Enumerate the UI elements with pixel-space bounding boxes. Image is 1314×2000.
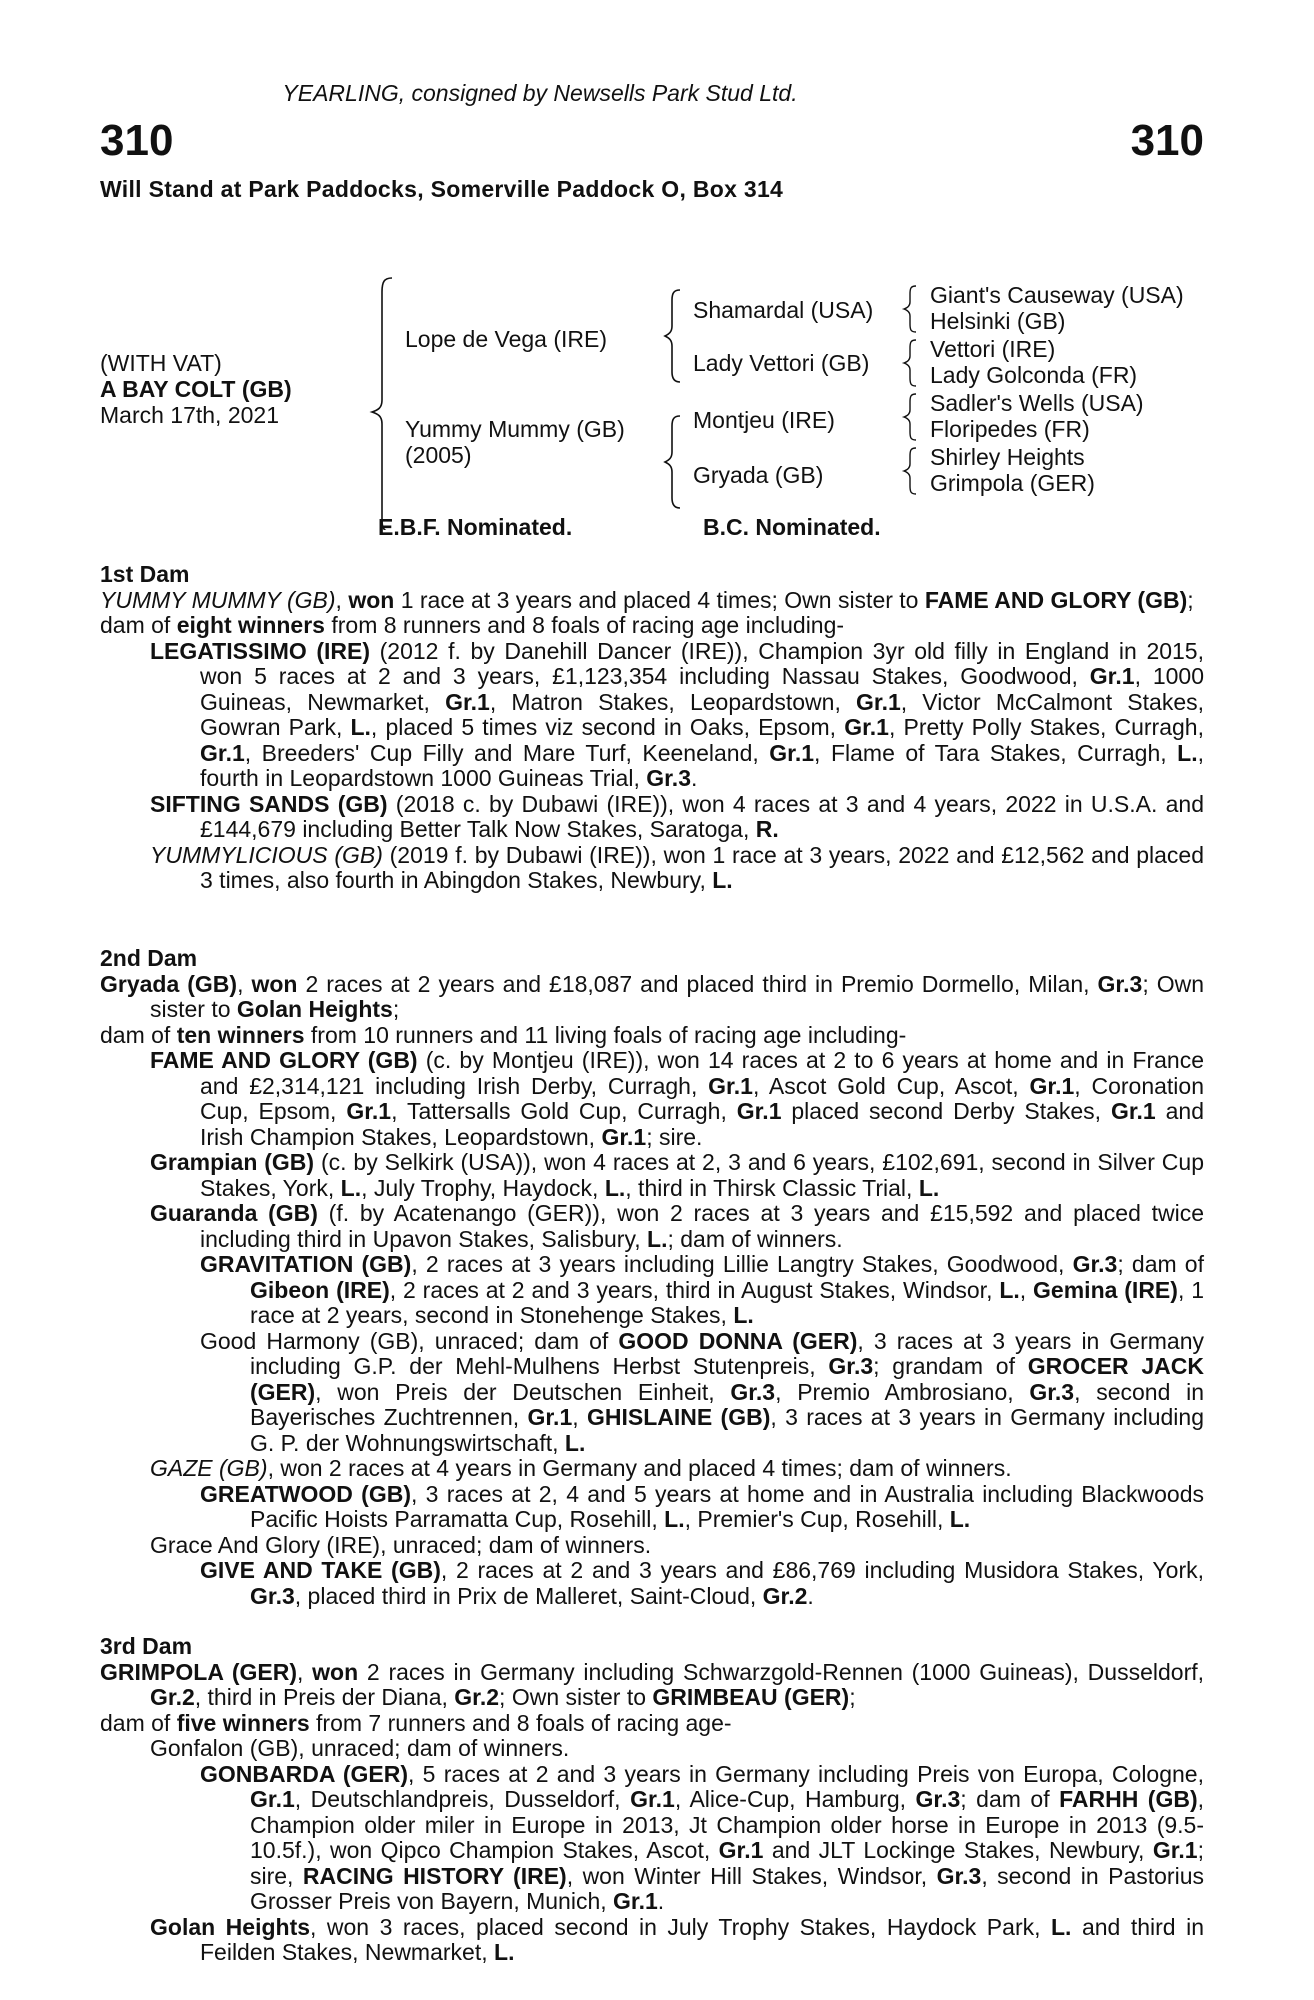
- first-dam-produce: dam of eight winners from 8 runners and 8 foals of racing age including-: [100, 612, 845, 638]
- sire-dam: Lady Vettori (GB): [693, 350, 870, 376]
- first-dam-summary: YUMMY MUMMY (GB), won 1 race at 3 years and placed 4 times; Own sister to FAME AND GLORY (GB);: [100, 586, 1194, 613]
- dam-sire-sire: Sadler's Wells (USA): [930, 390, 1144, 416]
- sire-dam-sire: Vettori (IRE): [930, 336, 1056, 362]
- produce-legatissimo: LEGATISSIMO (IRE) (2012 f. by Danehill Dancer (IRE)), Champion 3yr old filly in England in 2015, won 5 races at 2 and 3 years, £1,123,354 including Nassau Stakes, Goodwood, Gr.1, 1000 Guineas, Newmarket, Gr.1, Matron Stakes, Leopardstown, Gr.1, Victor McCalmont Stakes, Gowran Park, L., placed 5 times viz second in Oaks, Epsom, Gr.1, Pretty Polly Stakes, Curragh, Gr.1, Breeders' Cup Filly and Mare Turf, Keeneland, Gr.1, Flame of Tara Stakes, Curragh, L., fourth in Leopardstown 1000 Guineas Trial, Gr.3.: [150, 637, 1205, 791]
- produce-yummylicious: YUMMYLICIOUS (GB) (2019 f. by Dubawi (IRE)), won 1 race at 3 years, 2022 and £12,562 and placed 3 times, also fourth in Abingdon Stakes, Newbury, L.: [150, 841, 1205, 893]
- third-dam-summary: GRIMPOLA (GER), won 2 races in Germany including Schwarzgold-Rennen (1000 Guineas), Dusseldorf, Gr.2, third in Preis der Diana, Gr.2; Own sister to GRIMBEAU (GER);: [100, 1658, 1205, 1710]
- dam-dam-sire: Shirley Heights: [930, 444, 1085, 470]
- produce-greatwood: GREATWOOD (GB), 3 races at 2, 4 and 5 years at home and in Australia including Blackwoods Pacific Hoists Parramatta Cup, Rosehill, L., Premier's Cup, Rosehill, L.: [200, 1480, 1204, 1532]
- produce-sifting-sands: SIFTING SANDS (GB) (2018 c. by Dubawi (IRE)), won 4 races at 3 and 4 years, 2022 in U.S.A. and £144,679 including Better Talk Now Stakes, Saratoga, R.: [150, 790, 1204, 842]
- second-dam-section: [100, 946, 1204, 1609]
- bc-nominated: B.C. Nominated.: [703, 514, 881, 540]
- vat-note: (WITH VAT): [100, 350, 222, 376]
- third-dam-section: [100, 1634, 1204, 1966]
- second-dam-produce: dam of ten winners from 10 runners and 11 living foals of racing age including-: [100, 1021, 907, 1048]
- page-subtitle: YEARLING, consigned by Newsells Park Stud Ltd.: [282, 80, 798, 106]
- sire-sire: Shamardal (USA): [693, 297, 874, 323]
- dam-year: (2005): [405, 442, 472, 468]
- produce-give-and-take: GIVE AND TAKE (GB), 2 races at 2 and 3 years and £86,769 including Musidora Stakes, York, Gr.3, placed third in Prix de Malleret, Saint-Cloud, Gr.2.: [200, 1557, 1204, 1609]
- dam-dam-dam: Grimpola (GER): [930, 470, 1095, 496]
- ebf-nominated: E.B.F. Nominated.: [378, 514, 573, 540]
- produce-gonbarda: GONBARDA (GER), 5 races at 2 and 3 years in Germany including Preis von Europa, Cologne, Gr.1, Deutschlandpreis, Dusseldorf, Gr.1, Alice-Cup, Hamburg, Gr.3; dam of FARHH (GB), Champion older miler in Europe in 2013, Jt Champion older horse in Europe in 2013 (9.5-10.5f.), won Qipco Champion Stakes, Ascot, Gr.1 and JLT Lockinge Stakes, Newbury, Gr.1; sire, RACING HISTORY (IRE), won Winter Hill Stakes, Windsor, Gr.3, second in Pastorius Grosser Preis von Bayern, Munich, Gr.1.: [200, 1760, 1204, 1914]
- produce-fame-and-glory: FAME AND GLORY (GB) (c. by Montjeu (IRE)), won 14 races at 2 to 6 years at home and in France and £2,314,121 including Irish Derby, Curragh, Gr.1, Ascot Gold Cup, Ascot, Gr.1, Coronation Cup, Epsom, Gr.1, Tattersalls Gold Cup, Curragh, Gr.1 placed second Derby Stakes, Gr.1 and Irish Champion Stakes, Leopardstown, Gr.1; sire.: [150, 1047, 1205, 1150]
- second-dam-summary: Gryada (GB), won 2 races at 2 years and £18,087 and placed third in Premio Dormello, Milan, Gr.3; Own sister to Golan Heights;: [100, 970, 1204, 1022]
- produce-gonfalon: Gonfalon (GB), unraced; dam of winners.: [150, 1735, 570, 1761]
- dam-dam: Gryada (GB): [693, 462, 824, 488]
- produce-gravitation: GRAVITATION (GB), 2 races at 3 years including Lillie Langtry Stakes, Goodwood, Gr.3; dam of Gibeon (IRE), 2 races at 2 and 3 years, third in August Stakes, Windsor, L., Gemina (IRE), 1 race at 2 years, second in Stonehenge Stakes, L.: [200, 1251, 1204, 1328]
- lot-number-left: 310: [100, 116, 174, 165]
- sire-dam-dam: Lady Golconda (FR): [930, 362, 1138, 388]
- produce-golan-heights: Golan Heights, won 3 races, placed second in July Trophy Stakes, Haydock Park, L. and third in Feilden Stakes, Newmarket, L.: [150, 1913, 1204, 1965]
- first-dam-section: [100, 562, 1204, 894]
- sire-sire-sire: Giant's Causeway (USA): [930, 282, 1184, 308]
- sire-sire-dam: Helsinki (GB): [930, 308, 1066, 334]
- foaling-date: March 17th, 2021: [100, 402, 280, 428]
- produce-grace-and-glory: Grace And Glory (IRE), unraced; dam of winners.: [150, 1531, 652, 1558]
- dam-name: Yummy Mummy (GB): [405, 416, 625, 442]
- produce-grampian: Grampian (GB) (c. by Selkirk (USA)), won 4 races at 2, 3 and 6 years, £102,691, second in Silver Cup Stakes, York, L., July Trophy, Haydock, L., third in Thirsk Classic Trial, L.: [150, 1149, 1204, 1201]
- stand-location: Will Stand at Park Paddocks, Somerville Paddock O, Box 314: [100, 176, 784, 202]
- pedigree-brace-third: [900, 220, 924, 530]
- sire-name: Lope de Vega (IRE): [405, 326, 608, 352]
- produce-guaranda: Guaranda (GB) (f. by Acatenango (GER)), won 2 races at 3 years and £15,592 and placed twice including third in Upavon Stakes, Salisbury, L.; dam of winners.: [150, 1200, 1204, 1252]
- dam-sire: Montjeu (IRE): [693, 407, 835, 433]
- pedigree-table: [100, 220, 1204, 520]
- dam-sire-dam: Floripedes (FR): [930, 416, 1090, 442]
- third-dam-heading: 3rd Dam: [100, 1633, 193, 1659]
- lot-number-right: 310: [1130, 116, 1204, 165]
- pedigree-brace-sire: [662, 220, 686, 530]
- produce-gaze: GAZE (GB), won 2 races at 4 years in Germany and placed 4 times; dam of winners.: [150, 1455, 1012, 1481]
- first-dam-heading: 1st Dam: [100, 561, 190, 587]
- pedigree-brace-main: [368, 220, 398, 530]
- horse-name: A BAY COLT (GB): [100, 376, 292, 402]
- produce-good-harmony: Good Harmony (GB), unraced; dam of GOOD DONNA (GER), 3 races at 3 years in Germany including G.P. der Mehl-Mulhens Herbst Stutenpreis, Gr.3; grandam of GROCER JACK (GER), won Preis der Deutschen Einheit, Gr.3, Premio Ambrosiano, Gr.3, second in Bayerisches Zuchtrennen, Gr.1, GHISLAINE (GB), 3 races at 3 years in Germany including G. P. der Wohnungswirtschaft, L.: [200, 1327, 1205, 1456]
- third-dam-produce: dam of five winners from 7 runners and 8 foals of racing age-: [100, 1709, 732, 1736]
- second-dam-heading: 2nd Dam: [100, 945, 198, 971]
